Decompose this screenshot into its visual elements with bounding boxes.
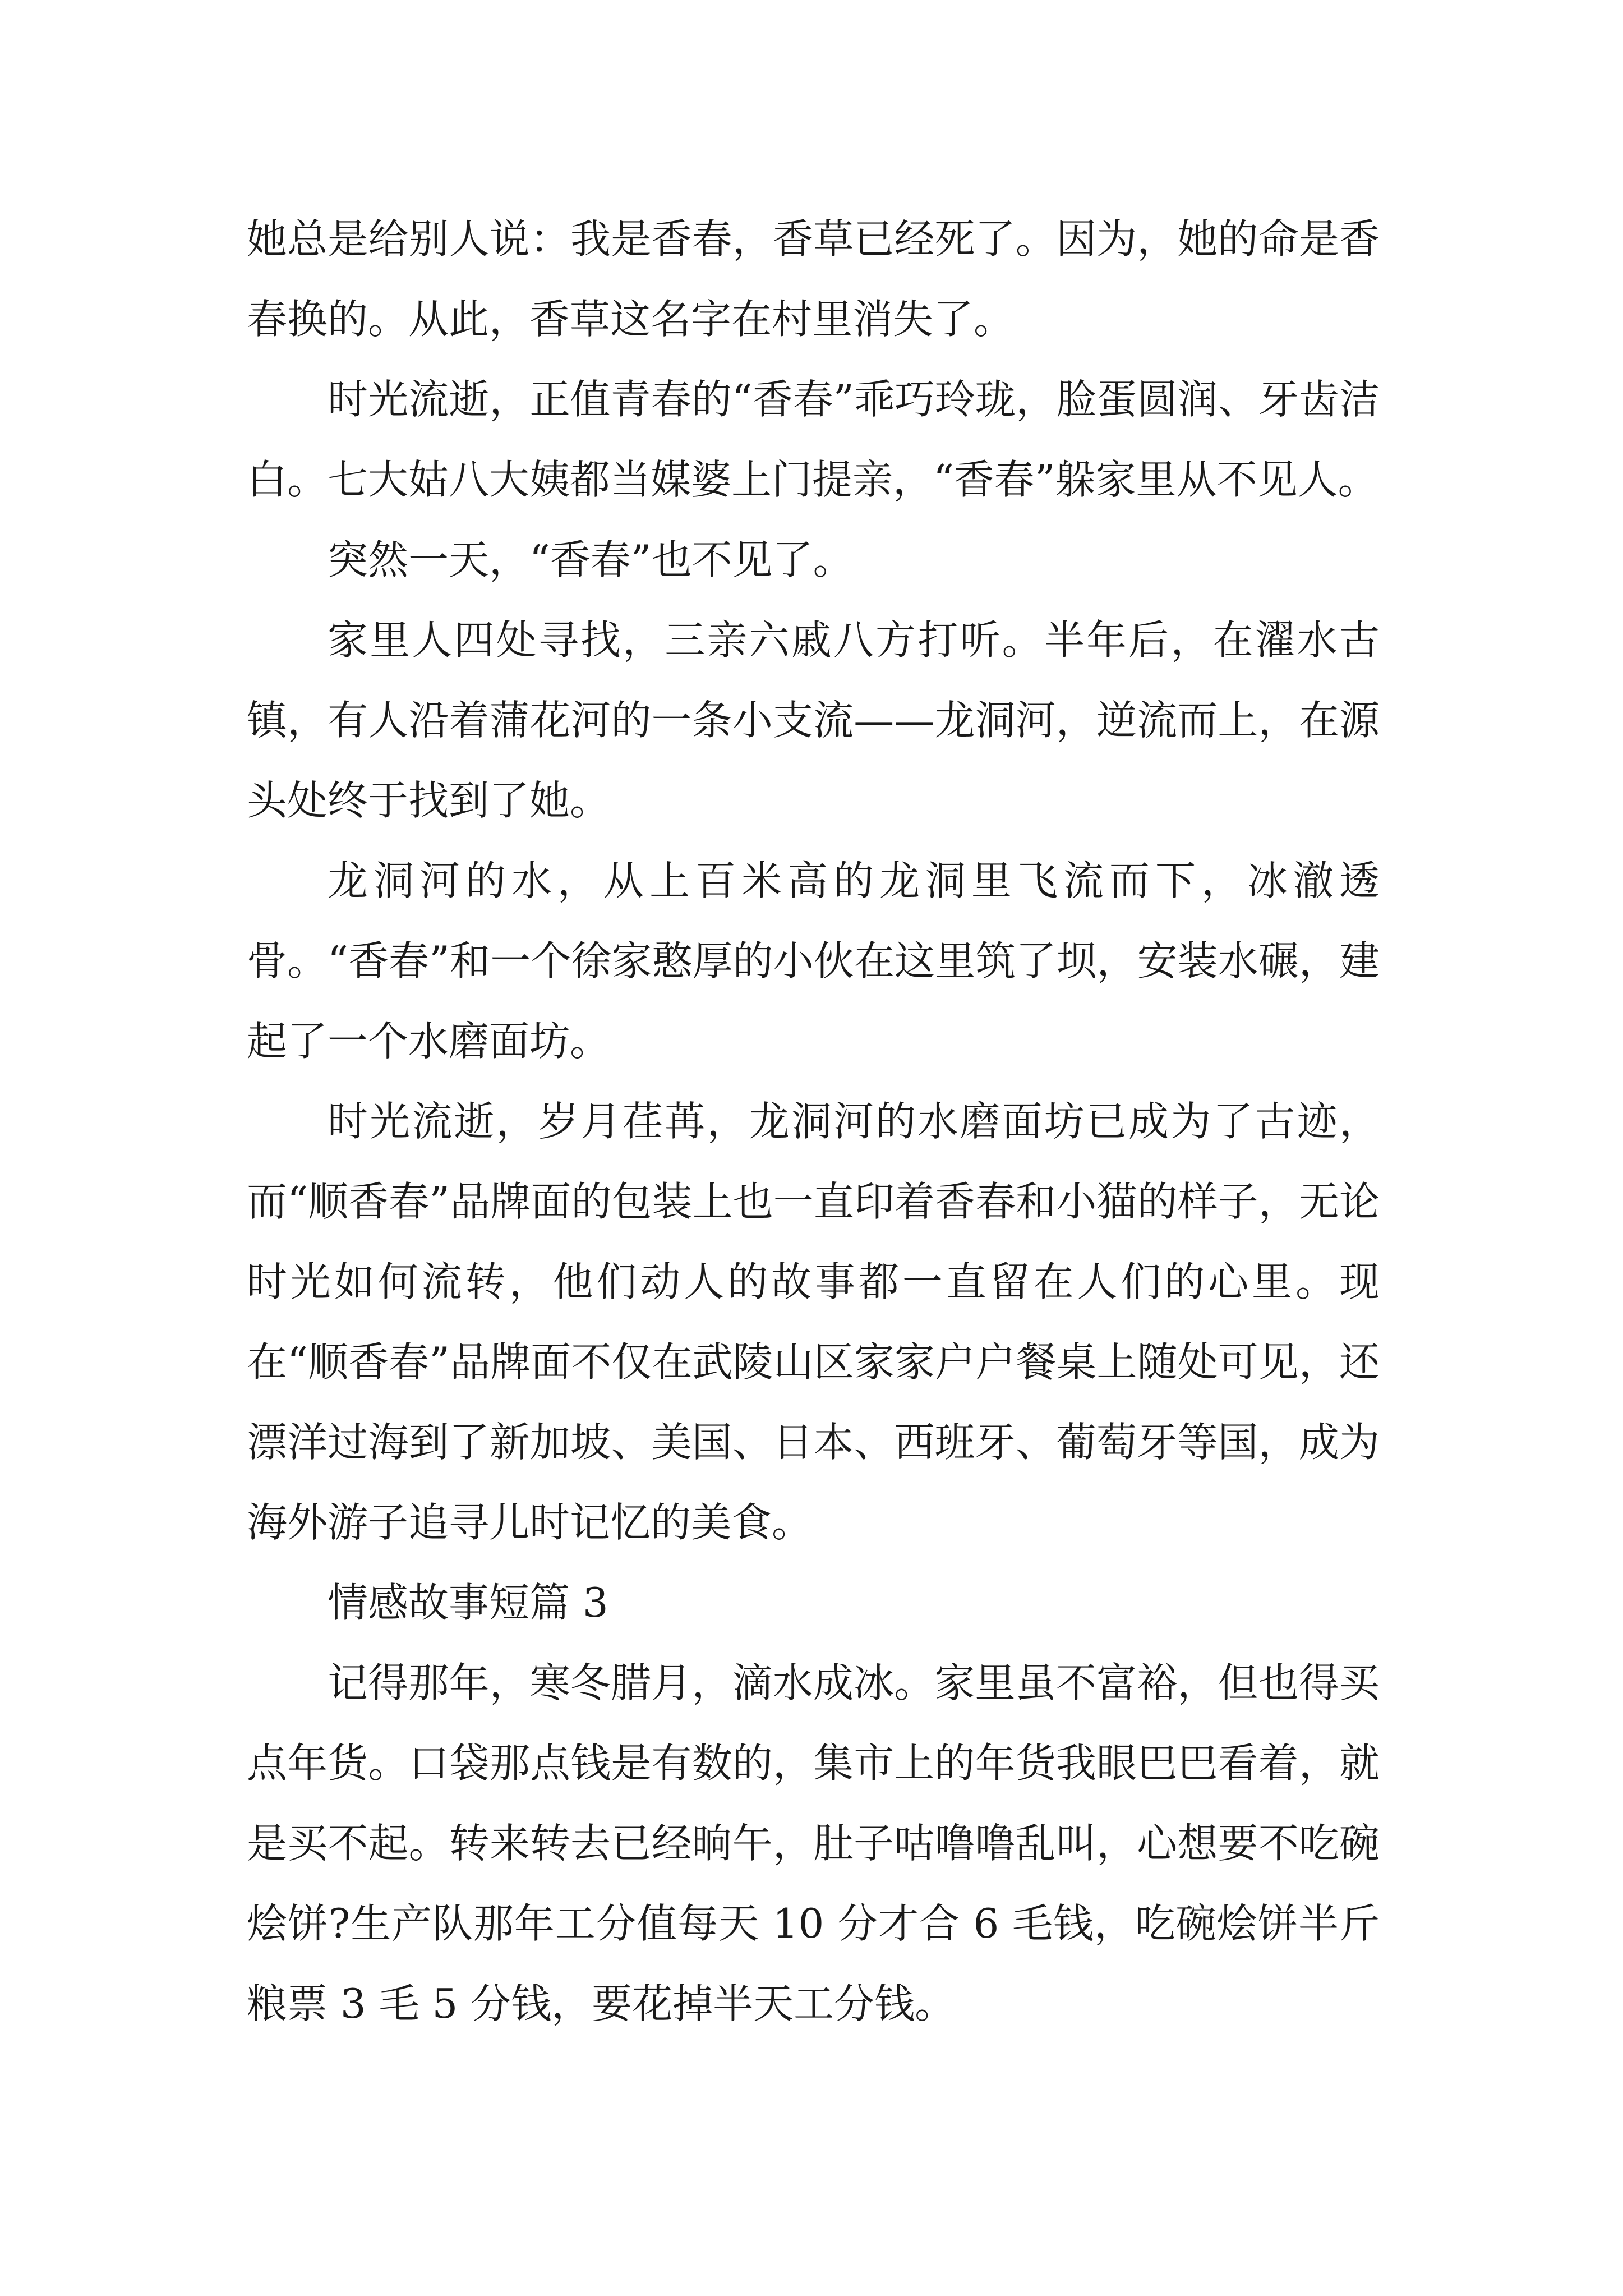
paragraph-5: 龙洞河的水，从上百米高的龙洞里飞流而下，冰澈透骨。“香春”和一个徐家憨厚的小伙在这里筑了坝，安装水碾，建起了一个水磨面坊。 [247,857,1380,1065]
paragraph-1: 她总是给别人说：我是香春，香草已经死了。因为，她的命是香春换的。从此，香草这名字在村里消失了。 [247,215,1380,343]
paragraph-4: 家里人四处寻找，三亲六戚八方打听。半年后，在濯水古镇，有人沿着蒲花河的一条小支流——龙洞河，逆流而上，在源头处终于找到了她。 [247,616,1380,824]
document-body [247,199,1380,2044]
paragraph-7: 记得那年，寒冬腊月，滴水成冰。家里虽不富裕，但也得买点年货。口袋那点钱是有数的，集市上的年货我眼巴巴看着，就是买不起。转来转去已经晌午，肚子咕噜噜乱叫，心想要不吃碗烩饼?生产队那年工分值每天 10 分才合 6 毛钱，吃碗烩饼半斤粮票 3 毛 5 分钱，要花掉半天工分钱。 [247,1659,1380,2027]
paragraph-6: 时光流逝，岁月荏苒，龙洞河的水磨面坊已成为了古迹，而“顺香春”品牌面的包装上也一直印着香春和小猫的样子，无论时光如何流转，他们动人的故事都一直留在人们的心里。现在“顺香春”品牌面不仅在武陵山区家家户户餐桌上随处可见，还漂洋过海到了新加坡、美国、日本、西班牙、葡萄牙等国，成为海外游子追寻儿时记忆的美食。 [247,1098,1380,1546]
section-heading: 情感故事短篇 3 [328,1579,608,1626]
paragraph-2: 时光流逝，正值青春的“香春”乖巧玲珑，脸蛋圆润、牙齿洁白。七大姑八大姨都当媒婆上门提亲，“香春”躲家里从不见人。 [247,376,1380,503]
paragraph-3: 突然一天，“香春”也不见了。 [328,536,854,583]
